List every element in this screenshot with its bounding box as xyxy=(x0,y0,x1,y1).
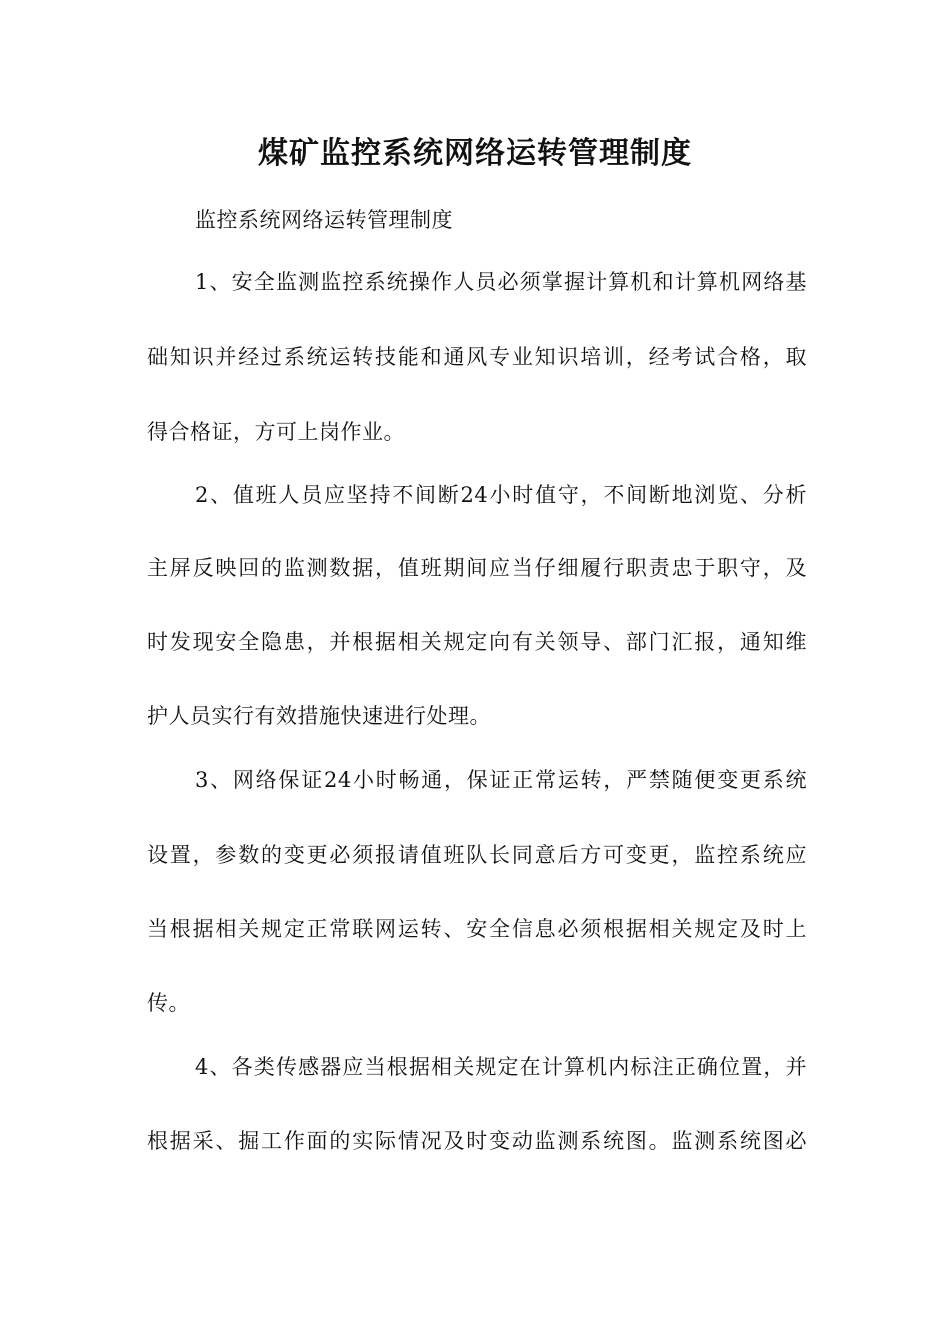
paragraph-line: 2、值班人员应坚持不间断24小时值守，不间断地浏览、分析 xyxy=(195,483,807,507)
paragraph-line: 主屏反映回的监测数据，值班期间应当仔细履行职责忠于职守，及 xyxy=(147,556,807,580)
paragraph-line: 设置，参数的变更必须报请值班队长同意后方可变更，监控系统应 xyxy=(147,843,807,867)
paragraph-line: 3、网络保证24小时畅通，保证正常运转，严禁随便变更系统 xyxy=(195,768,807,792)
paragraph-line: 时发现安全隐患，并根据相关规定向有关领导、部门汇报，通知维 xyxy=(147,630,807,654)
paragraph-line: 4、各类传感器应当根据相关规定在计算机内标注正确位置，并 xyxy=(195,1055,807,1079)
document-title: 煤矿监控系统网络运转管理制度 xyxy=(258,136,692,171)
paragraph-line: 础知识并经过系统运转技能和通风专业知识培训，经考试合格，取 xyxy=(147,345,807,369)
paragraph-line: 得合格证，方可上岗作业。 xyxy=(147,420,405,444)
subtitle-line: 监控系统网络运转管理制度 xyxy=(195,208,453,232)
paragraph-line: 根据采、掘工作面的实际情况及时变动监测系统图。监测系统图必 xyxy=(147,1129,807,1153)
paragraph-line: 当根据相关规定正常联网运转、安全信息必须根据相关规定及时上 xyxy=(147,917,807,941)
paragraph-line: 护人员实行有效措施快速进行处理。 xyxy=(147,704,491,728)
paragraph-line: 1、安全监测监控系统操作人员必须掌握计算机和计算机网络基 xyxy=(195,270,807,294)
paragraph-line: 传。 xyxy=(147,991,190,1015)
